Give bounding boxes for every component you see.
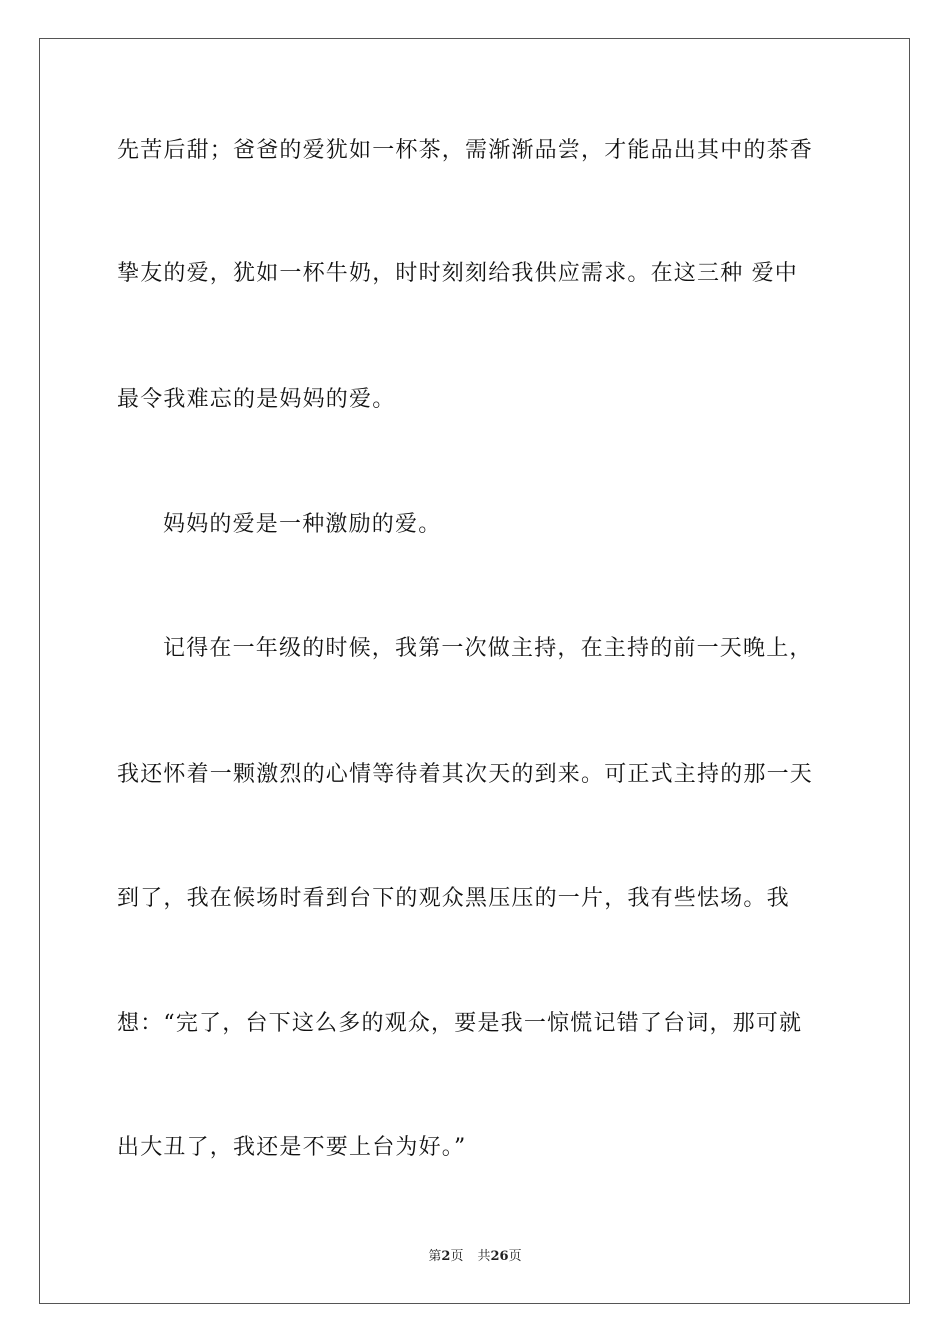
- page-prefix: 第: [428, 1249, 442, 1264]
- text-line-2: 挚友的爱，犹如一杯牛奶，时时刻刻给我供应需求。在这三种 爱中: [117, 261, 798, 286]
- page-footer: [0, 1248, 950, 1266]
- text-line-8: 想：“完了，台下这么多的观众，要是我一惊慌记错了台词，那可就: [117, 1011, 803, 1036]
- text-line-1: 先苦后甜；爸爸的爱犹如一杯茶，需渐渐品尝，才能品出其中的茶香: [117, 138, 814, 163]
- total-pages: 26: [490, 1249, 509, 1264]
- text-line-9: 出大丑了，我还是不要上台为好。”: [117, 1135, 467, 1160]
- total-suffix: 页: [508, 1249, 522, 1264]
- page-border: [39, 38, 910, 1304]
- page-number: 2: [441, 1249, 451, 1264]
- text-line-5: 记得在一年级的时候，我第一次做主持，在主持的前一天晚上，: [163, 636, 813, 661]
- page-suffix: 页: [450, 1249, 464, 1264]
- total-prefix: 共: [477, 1249, 491, 1264]
- text-line-7: 到了，我在候场时看到台下的观众黑压压的一片，我有些怯场。我: [117, 886, 790, 911]
- text-line-3: 最令我难忘的是妈妈的爱。: [117, 387, 396, 412]
- text-line-6: 我还怀着一颗激烈的心情等待着其次天的到来。可正式主持的那一天: [117, 762, 814, 787]
- text-line-4: 妈妈的爱是一种激励的爱。: [163, 512, 442, 537]
